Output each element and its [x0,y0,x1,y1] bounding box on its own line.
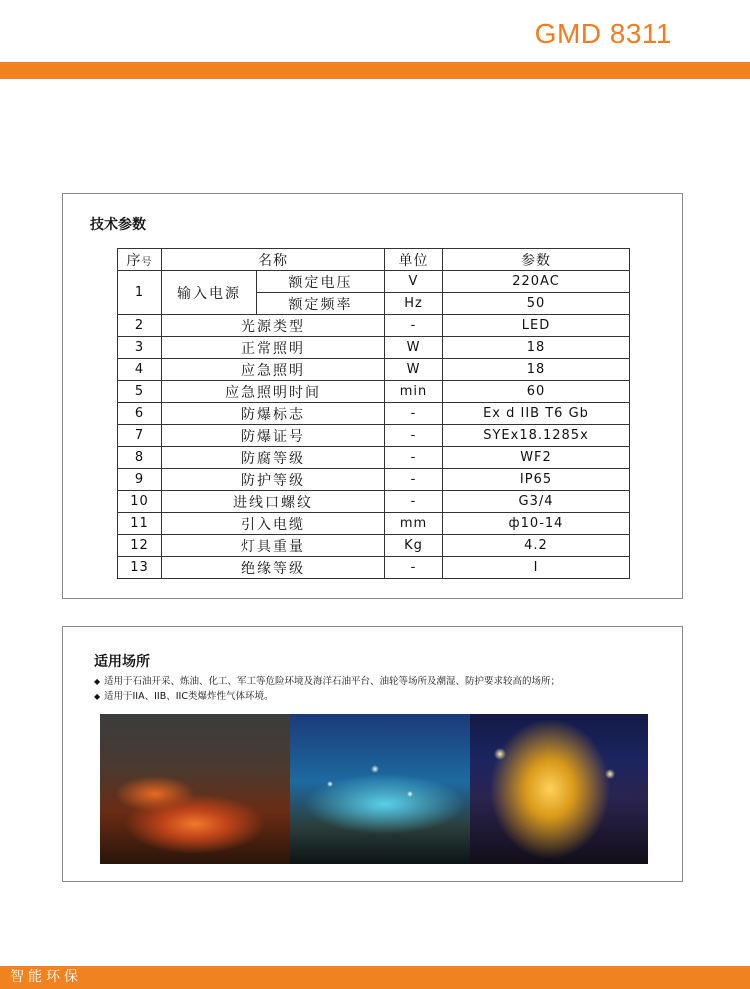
row-value: IP65 [443,469,630,491]
row-unit: Hz [385,293,443,315]
header-unit: 单位 [385,249,443,271]
row-unit: - [385,469,443,491]
row-value: G3/4 [443,491,630,513]
row-name: 进线口螺纹 [162,491,385,513]
row-no: 4 [118,359,162,381]
row-unit: - [385,447,443,469]
row-unit: - [385,425,443,447]
row-value: ф10-14 [443,513,630,535]
application-panel [62,626,683,882]
footer-bar [0,966,750,989]
application-photo-strip [100,714,648,864]
application-bullet-list [94,674,560,704]
header-param: 参数 [443,249,630,271]
row-unit: - [385,491,443,513]
spec-table [117,248,630,579]
row-name: 正常照明 [162,337,385,359]
row-value: SYEx18.1285x [443,425,630,447]
row-name: 防爆证号 [162,425,385,447]
row-name: 引入电缆 [162,513,385,535]
steel-mill-photo [100,714,290,864]
row-no: 11 [118,513,162,535]
tech-params-panel [62,193,683,599]
row-value: 50 [443,293,630,315]
row-unit: - [385,403,443,425]
row-name: 光源类型 [162,315,385,337]
row-value: WF2 [443,447,630,469]
table-header-row [118,249,630,271]
application-title: 适用场所 [94,654,150,670]
row-name: 应急照明时间 [162,381,385,403]
row-value: 18 [443,337,630,359]
row-no: 9 [118,469,162,491]
top-accent-bar [0,62,750,79]
row-unit: min [385,381,443,403]
row-name: 防爆标志 [162,403,385,425]
row-unit: W [385,359,443,381]
table-row [118,337,630,359]
refinery-night-photo [290,714,470,864]
table-row [118,425,630,447]
row-no: 13 [118,557,162,579]
table-row [118,271,630,293]
table-row [118,469,630,491]
row-name: 防腐等级 [162,447,385,469]
row-unit: - [385,557,443,579]
table-row [118,535,630,557]
row-unit: - [385,315,443,337]
table-row [118,491,630,513]
row-name: 灯具重量 [162,535,385,557]
row-value: LED [443,315,630,337]
row-no: 10 [118,491,162,513]
row-no: 8 [118,447,162,469]
table-row [118,359,630,381]
row-group-name: 输入电源 [162,271,257,315]
header-name: 名称 [162,249,385,271]
row-sub-name: 额定频率 [257,293,385,315]
row-unit: W [385,337,443,359]
table-row [118,557,630,579]
footer-label: 智能环保 [10,969,82,985]
row-no: 2 [118,315,162,337]
bullet-diamond-icon: ◆ [94,677,101,686]
bullet-diamond-icon: ◆ [94,692,101,701]
row-no: 5 [118,381,162,403]
row-no: 6 [118,403,162,425]
row-no: 3 [118,337,162,359]
plant-lights-photo [470,714,648,864]
table-row [118,513,630,535]
row-unit: V [385,271,443,293]
header-no: 序号 [118,249,162,271]
row-value: 60 [443,381,630,403]
list-item: ◆ 适用于IIA、IIB、IIC类爆炸性气体环境。 [94,691,274,702]
row-unit: Kg [385,535,443,557]
row-value: 220AC [443,271,630,293]
table-row [118,403,630,425]
row-unit: mm [385,513,443,535]
list-item: ◆ 适用于石油开采、炼油、化工、军工等危险环境及海洋石油平台、油轮等场所及潮湿、防护要求较高的场所； [94,676,561,687]
row-name: 绝缘等级 [162,557,385,579]
table-row [118,447,630,469]
row-name: 防护等级 [162,469,385,491]
row-value: Ex d IIB T6 Gb [443,403,630,425]
row-name: 应急照明 [162,359,385,381]
tech-params-title: 技术参数 [90,217,146,233]
row-sub-name: 额定电压 [257,271,385,293]
row-no: 12 [118,535,162,557]
row-no: 7 [118,425,162,447]
row-value: I [443,557,630,579]
row-value: 18 [443,359,630,381]
model-number: GMD 8311 [534,18,672,49]
row-no: 1 [118,271,162,315]
row-value: 4.2 [443,535,630,557]
table-row [118,381,630,403]
table-row [118,315,630,337]
